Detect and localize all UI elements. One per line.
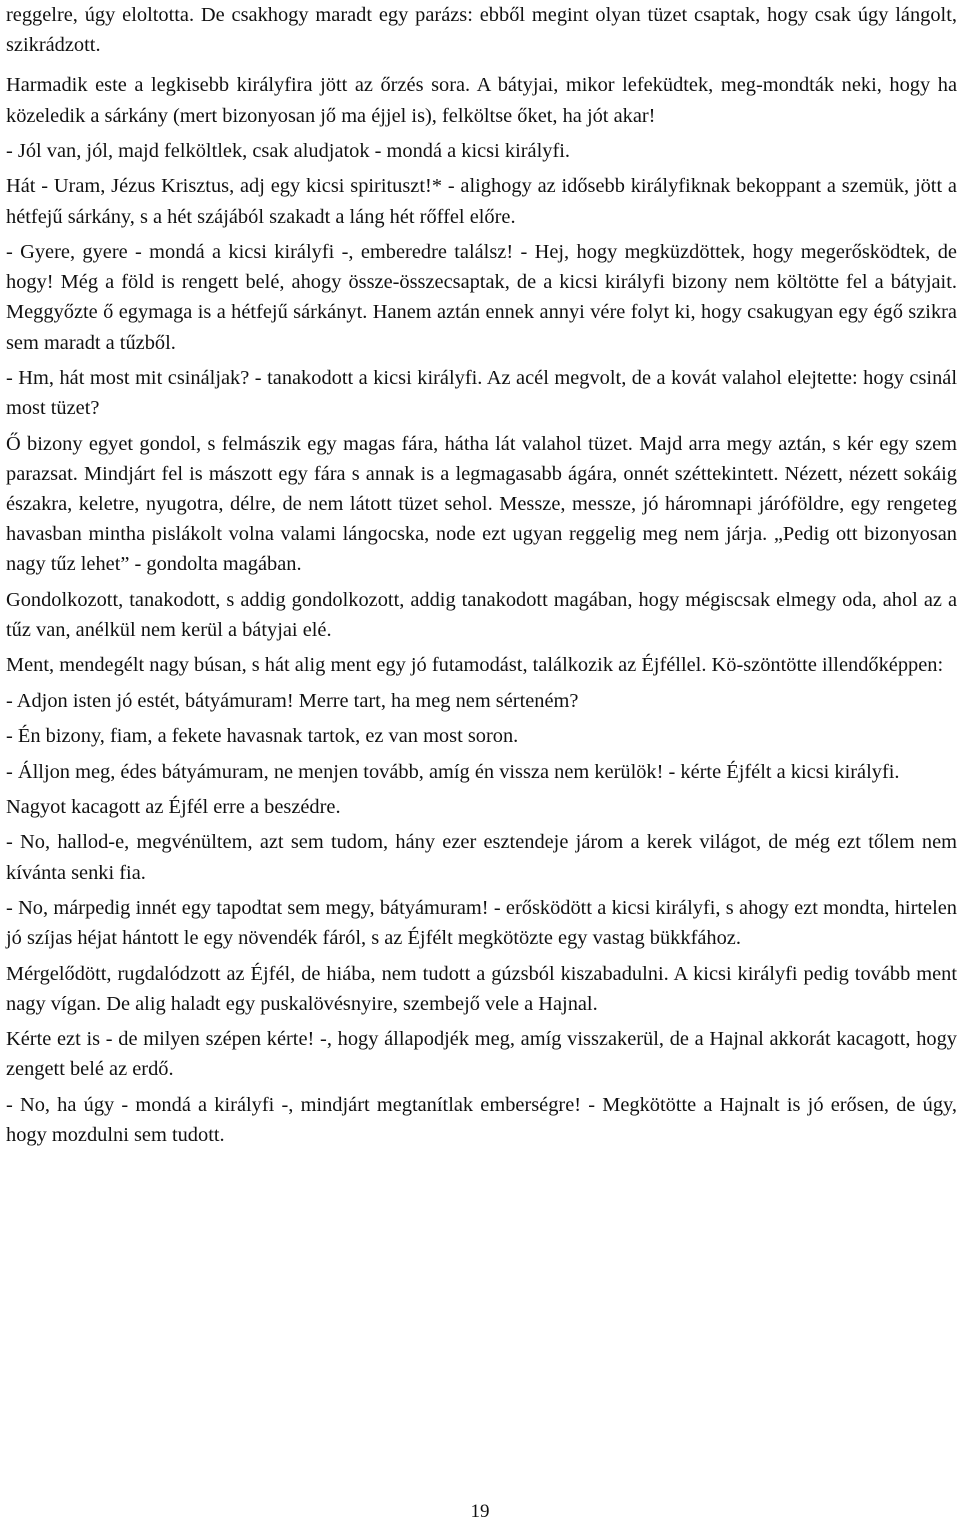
paragraph-third-night: Harmadik este a legkisebb királyfira jött az őrzés sora. A bátyjai, mikor lefeküdtek, meg-mondták neki, hogy ha közeledik a sárkány (mert bizonyosan jő ma éjjel is), felköltse őket, ha jót akar! <box>6 74 957 127</box>
paragraph-battle: - Gyere, gyere - mondá a kicsi királyfi -, emberedre találsz! - Hej, hogy megküzdöttek, hogy megerősködtek, de hogy! Még a föld is rengett belé, ahogy össze-összecsaptak, de a kicsi királyfi bizony nem költötte fel a bátyjait. Meggyőzte ő egymaga is a hétfejű sárkányt. Hanem aztán ennek annyi vére folyt ki, hogy csakugyan egy égő szikra sem maradt a tűzből. <box>6 240 957 354</box>
paragraph-midnight-reply: - Én bizony, fiam, a fekete havasnak tartok, ez van most soron. <box>6 725 519 748</box>
body-text <box>6 0 957 1155</box>
paragraph-climbs-tree: Ő bizony egyet gondol, s felmászik egy magas fára, hátha lát valahol tüzet. Majd arra megy aztán, s kér egy szem parazsat. Mindjárt fel is mászott egy fára s annak is a legmagasabb ágára, onnét széttekintett. Nézett, nézett sokáig északra, keletre, nyugotra, délre, de nem látott tüzet sehol. Messze, messze, jó háromnapi járóföldre, egy rengeteg havasban mintha pislákolt volna valami lángocska, node ezt ugyan reggelig meg nem járja. „Pedig ott bizonyosan nagy tűz lehet” - gondolta magában. <box>6 432 957 576</box>
paragraph-midnight-laughs: Nagyot kacagott az Éjfél erre a beszédre. <box>6 795 341 818</box>
paragraph-dragon-arrives: Hát - Uram, Jézus Krisztus, adj egy kicsi spirituszt!* - alighogy az idősebb királyfiknak bekoppant a szemük, jött a hétfejű sárkány, s a hét szájából szakadt a láng hét rőffel előre. <box>6 175 957 228</box>
paragraph-binds-midnight: - No, márpedig innét egy tapodtat sem megy, bátyámuram! - erősködött a kicsi királyfi, s ahogy ezt mondta, hirtelen jó szíjas héjat hántott le egy növendék fáról, s az Éjfélt megkötözte egy vastag bükkfához. <box>6 896 957 950</box>
paragraph-midnight-speech: - No, hallod-e, megvénültem, azt sem tudom, hány ezer esztendeje járom a kerek világot, de még ezt tőlem nem kívánta senki fia. <box>6 831 957 884</box>
paragraph-decides: Gondolkozott, tanakodott, s addig gondolkozott, addig tanakodott magában, hogy mégiscsak elmegy oda, ahol az a tűz van, anélkül nem kerül a bátyjai elé. <box>6 588 957 641</box>
paragraph-what-now: - Hm, hát most mit csináljak? - tanakodott a kicsi királyfi. Az acél megvolt, de a kovát valahol elejtette: hogy csinál most tüzet? <box>6 366 957 420</box>
page-number: 19 <box>470 1501 490 1522</box>
paragraph-meets-dawn: Mérgelődött, rugdalódzott az Éjfél, de hiába, nem tudott a gúzsból kiszabadulni. A kicsi királyfi pedig tovább ment nagy vígan. De alig haladt egy puskalövésnyire, szembejő vele a Hajnal. <box>6 962 957 1015</box>
paragraph-dialogue-1: - Jól van, jól, majd felköltlek, csak aludjatok - mondá a kicsi királyfi. <box>6 140 570 162</box>
paragraph-binds-dawn: - No, ha úgy - mondá a királyfi -, mindjárt megtanítlak emberségre! - Megkötötte a Hajnalt is jó erősen, de úgy, hogy mozdulni sem tudott. <box>6 1093 957 1146</box>
paragraph-meets-midnight: Ment, mendegélt nagy búsan, s hát alig ment egy jó futamodást, találkozik az Éjféllel. Kö-szöntötte illendőképpen: <box>6 654 944 677</box>
paragraph-greeting: - Adjon isten jó estét, bátyámuram! Merre tart, ha meg nem sérteném? <box>6 689 579 712</box>
paragraph-stop-request: - Álljon meg, édes bátyámuram, ne menjen tovább, amíg én vissza nem kerülök! - kérte Éjfélt a kicsi királyfi. <box>6 760 900 783</box>
paragraph-dawn-laughs: Kérte ezt is - de milyen szépen kérte! -, hogy állapodjék meg, amíg visszakerül, de a Hajnal akkorát kacagott, hogy zengett belé az erdő. <box>6 1028 957 1081</box>
paragraph-continued-text: reggelre, úgy eloltotta. De csakhogy maradt egy parázs: ebből megint olyan tüzet csaptak, hogy csak úgy lángolt, szikrádzott. <box>6 4 957 57</box>
